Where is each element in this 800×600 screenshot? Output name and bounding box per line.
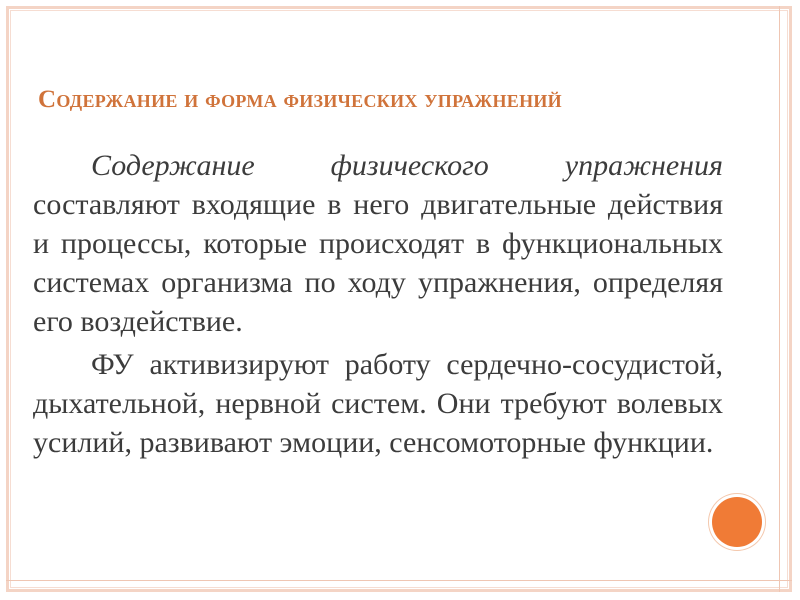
slide-title: Содержание и форма физических упражнений bbox=[38, 86, 562, 113]
frame-line-bottom bbox=[6, 580, 792, 581]
paragraph-2: ФУ активизируют работу сердечно-сосудистой, дыхательной, нервной систем. Они требуют волевых усилий, развивают эмоции, сенсомоторные функции. bbox=[33, 348, 723, 459]
paragraph-1-rest: составляют входящие в него двигательные действия и процессы, которые происходят в функциональных системах организма по ходу упражнения, определяя его воздействие. bbox=[33, 188, 723, 338]
slide-body bbox=[33, 146, 723, 466]
paragraph-1-lead: Содержание физического упражнения bbox=[91, 149, 723, 182]
frame-line-right bbox=[779, 6, 780, 592]
decorative-circle bbox=[712, 497, 762, 547]
paragraph-1 bbox=[33, 146, 723, 341]
